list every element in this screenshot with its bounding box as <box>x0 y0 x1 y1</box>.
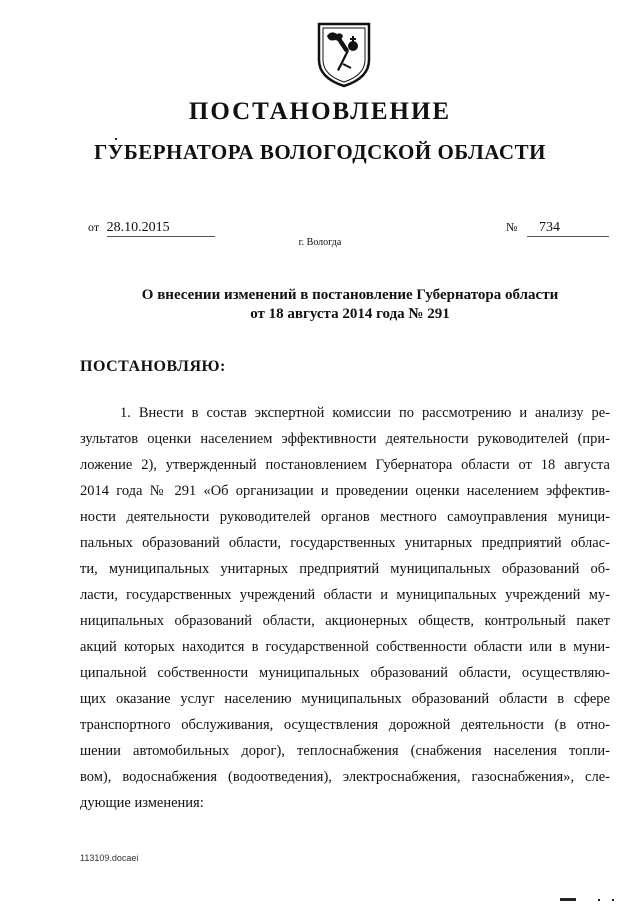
document-number <box>506 220 609 237</box>
subject-line: О внесении изменений в постановление Губернатора области <box>141 287 559 303</box>
number-label: № <box>506 220 518 234</box>
document-body <box>80 400 610 816</box>
body-line: транспортного обслуживания, осуществления дорожной деятельности (в отно- <box>80 717 610 733</box>
document-issuer: ГУБЕРНАТОРА ВОЛОГОДСКОЙ ОБЛАСТИ <box>94 140 546 164</box>
scan-speck <box>115 138 117 140</box>
body-line: дующие изменения: <box>80 795 204 811</box>
document-title: ПОСТАНОВЛЕНИЕ <box>188 98 452 125</box>
scan-speck <box>612 899 614 901</box>
body-line: зультатов оценки населением эффективности деятельности руководителей (при- <box>80 431 610 447</box>
date-value: 28.10.2015 <box>107 220 215 237</box>
body-line: 1. Внести в состав экспертной комиссии по рассмотрению и анализу ре- <box>120 405 610 421</box>
document-subject <box>80 286 620 324</box>
scan-speck <box>598 899 600 901</box>
coat-of-arms-icon <box>315 20 373 88</box>
document-date <box>88 220 215 237</box>
body-line: ности деятельности руководителей органов местного самоуправления муници- <box>80 509 610 525</box>
document-city: г. Вологда <box>298 237 342 248</box>
body-line: шении автомобильных дорог), теплоснабжения (снабжения населения топли- <box>80 743 610 759</box>
body-line: акций которых находится в государственной собственности области или в муни- <box>80 639 610 655</box>
subject-line: от 18 августа 2014 года № 291 <box>250 306 450 322</box>
body-line: пальных образований области, государственных унитарных предприятий облас- <box>80 535 610 551</box>
body-line: ложение 2), утвержденный постановлением Губернатора области от 18 августа <box>80 457 610 473</box>
body-line: 2014 года № 291 «Об организации и проведении оценки населением эффектив- <box>80 483 610 499</box>
body-line: ципальной собственности муниципальных образований области, осуществляю- <box>80 665 610 681</box>
body-line: ласти, государственных учреждений области и муниципальных учреждений му- <box>80 587 610 603</box>
body-line: ти, муниципальных унитарных предприятий муниципальных образований об- <box>80 561 610 577</box>
scan-speck <box>560 898 576 901</box>
decree-heading: ПОСТАНОВЛЯЮ: <box>80 358 226 375</box>
number-value: 734 <box>527 220 609 237</box>
date-label: от <box>88 220 100 234</box>
body-line: вом), водоснабжения (водоотведения), электроснабжения, газоснабжения», сле- <box>80 769 610 785</box>
body-line: щих оказание услуг населению муниципальных образований области в сфере <box>80 691 610 707</box>
footer-file-name: 113109.docaei <box>80 853 139 863</box>
body-line: ниципальных образований области, акционерных обществ, контрольный пакет <box>80 613 610 629</box>
